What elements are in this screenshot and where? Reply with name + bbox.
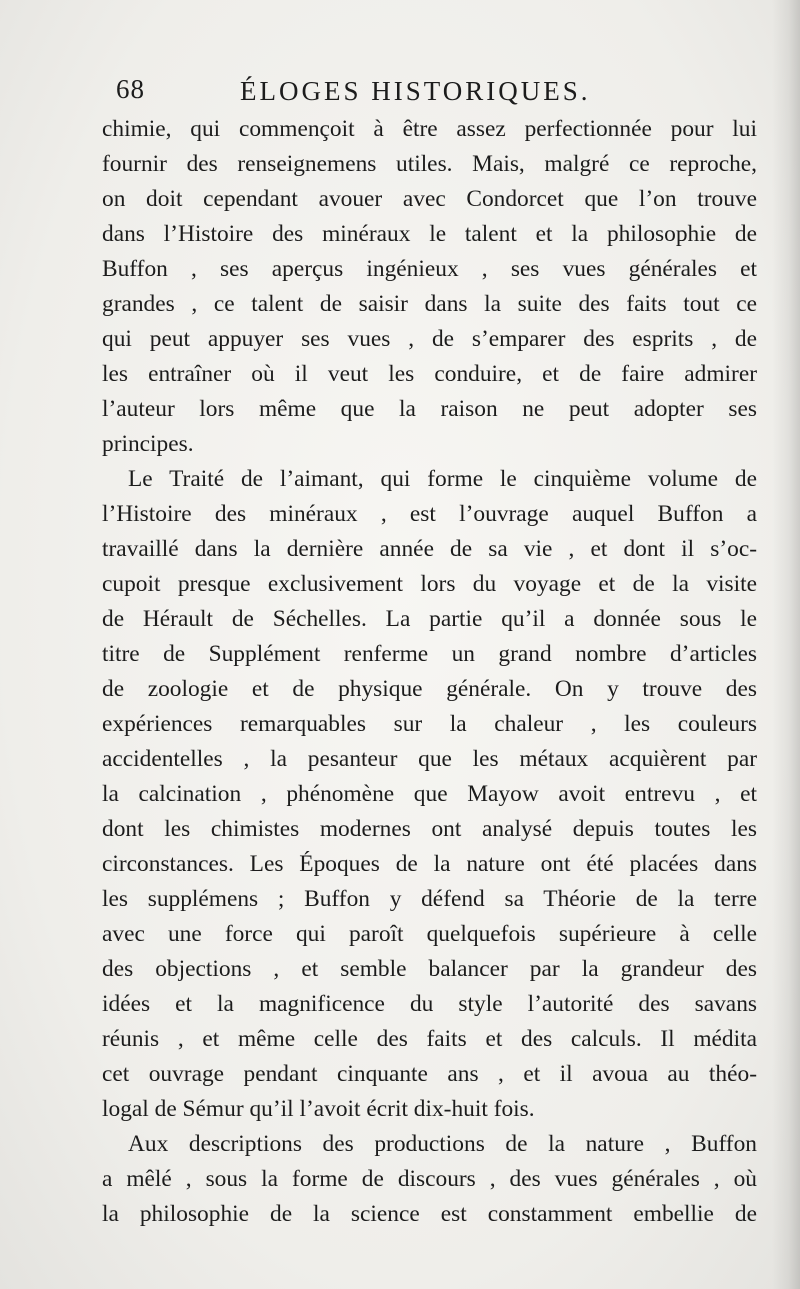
paragraph-first-line: Aux descriptions des productions de la nature , Buffon [128,1131,757,1157]
text-line: de Hérault de Séchelles. La partie qu’il a donnée sous le [102,606,757,632]
text-line: fournir des renseignemens utiles. Mais, malgré ce reproche, [102,151,757,177]
paragraph-first-line: Le Traité de l’aimant, qui forme le cinquième volume de [128,466,757,492]
page-header [112,72,672,112]
text-line: expériences remarquables sur la chaleur , les couleurs [102,711,757,737]
text-line: qui peut appuyer ses vues , de s’emparer des esprits , de [102,326,757,352]
text-line: dans l’Histoire des minéraux le talent et la philosophie de [102,221,757,247]
page-number: 68 [116,74,145,104]
text-line: avec une force qui paroît quelquefois supérieure à celle [102,921,757,947]
text-line: chimie, qui commençoit à être assez perfectionnée pour lui [102,116,757,142]
text-line: circonstances. Les Époques de la nature ont été placées dans [102,851,757,877]
text-line: réunis , et même celle des faits et des calculs. Il médita [102,1026,757,1052]
text-line: l’auteur lors même que la raison ne peut adopter ses [102,396,757,422]
text-line: Buffon , ses aperçus ingénieux , ses vues générales et [102,256,757,282]
text-line: les entraîner où il veut les conduire, et de faire admirer [102,361,757,387]
text-line: les supplémens ; Buffon y défend sa Théorie de la terre [102,886,757,912]
text-line: logal de Sémur qu’il l’avoit écrit dix-huit fois. [102,1096,535,1122]
text-line: titre de Supplément renferme un grand nombre d’articles [102,641,757,667]
text-line: travaillé dans la dernière année de sa vie , et dont il s’oc- [102,536,757,562]
text-line: accidentelles , la pesanteur que les métaux acquièrent par [102,746,757,772]
page-edge-shadow [772,0,800,1289]
text-line: des objections , et semble balancer par la grandeur des [102,956,757,982]
text-line: on doit cependant avouer avec Condorcet que l’on trouve [102,186,757,212]
text-line: cupoit presque exclusivement lors du voyage et de la visite [102,571,757,597]
text-line: la philosophie de la science est constamment embellie de [102,1201,757,1227]
text-line: dont les chimistes modernes ont analysé depuis toutes les [102,816,757,842]
text-line: l’Histoire des minéraux , est l’ouvrage auquel Buffon a [102,501,757,527]
text-line: principes. [102,431,194,457]
running-head: ÉLOGES HISTORIQUES. [240,76,591,106]
text-line: cet ouvrage pendant cinquante ans , et il avoua au théo- [102,1061,757,1087]
text-line: de zoologie et de physique générale. On y trouve des [102,676,757,702]
text-line: a mêlé , sous la forme de discours , des vues générales , où [102,1166,757,1192]
text-line: la calcination , phénomène que Mayow avoit entrevu , et [102,781,757,807]
body-text [102,112,757,1232]
text-line: grandes , ce talent de saisir dans la suite des faits tout ce [102,291,757,317]
text-line: idées et la magnificence du style l’autorité des savans [102,991,757,1017]
